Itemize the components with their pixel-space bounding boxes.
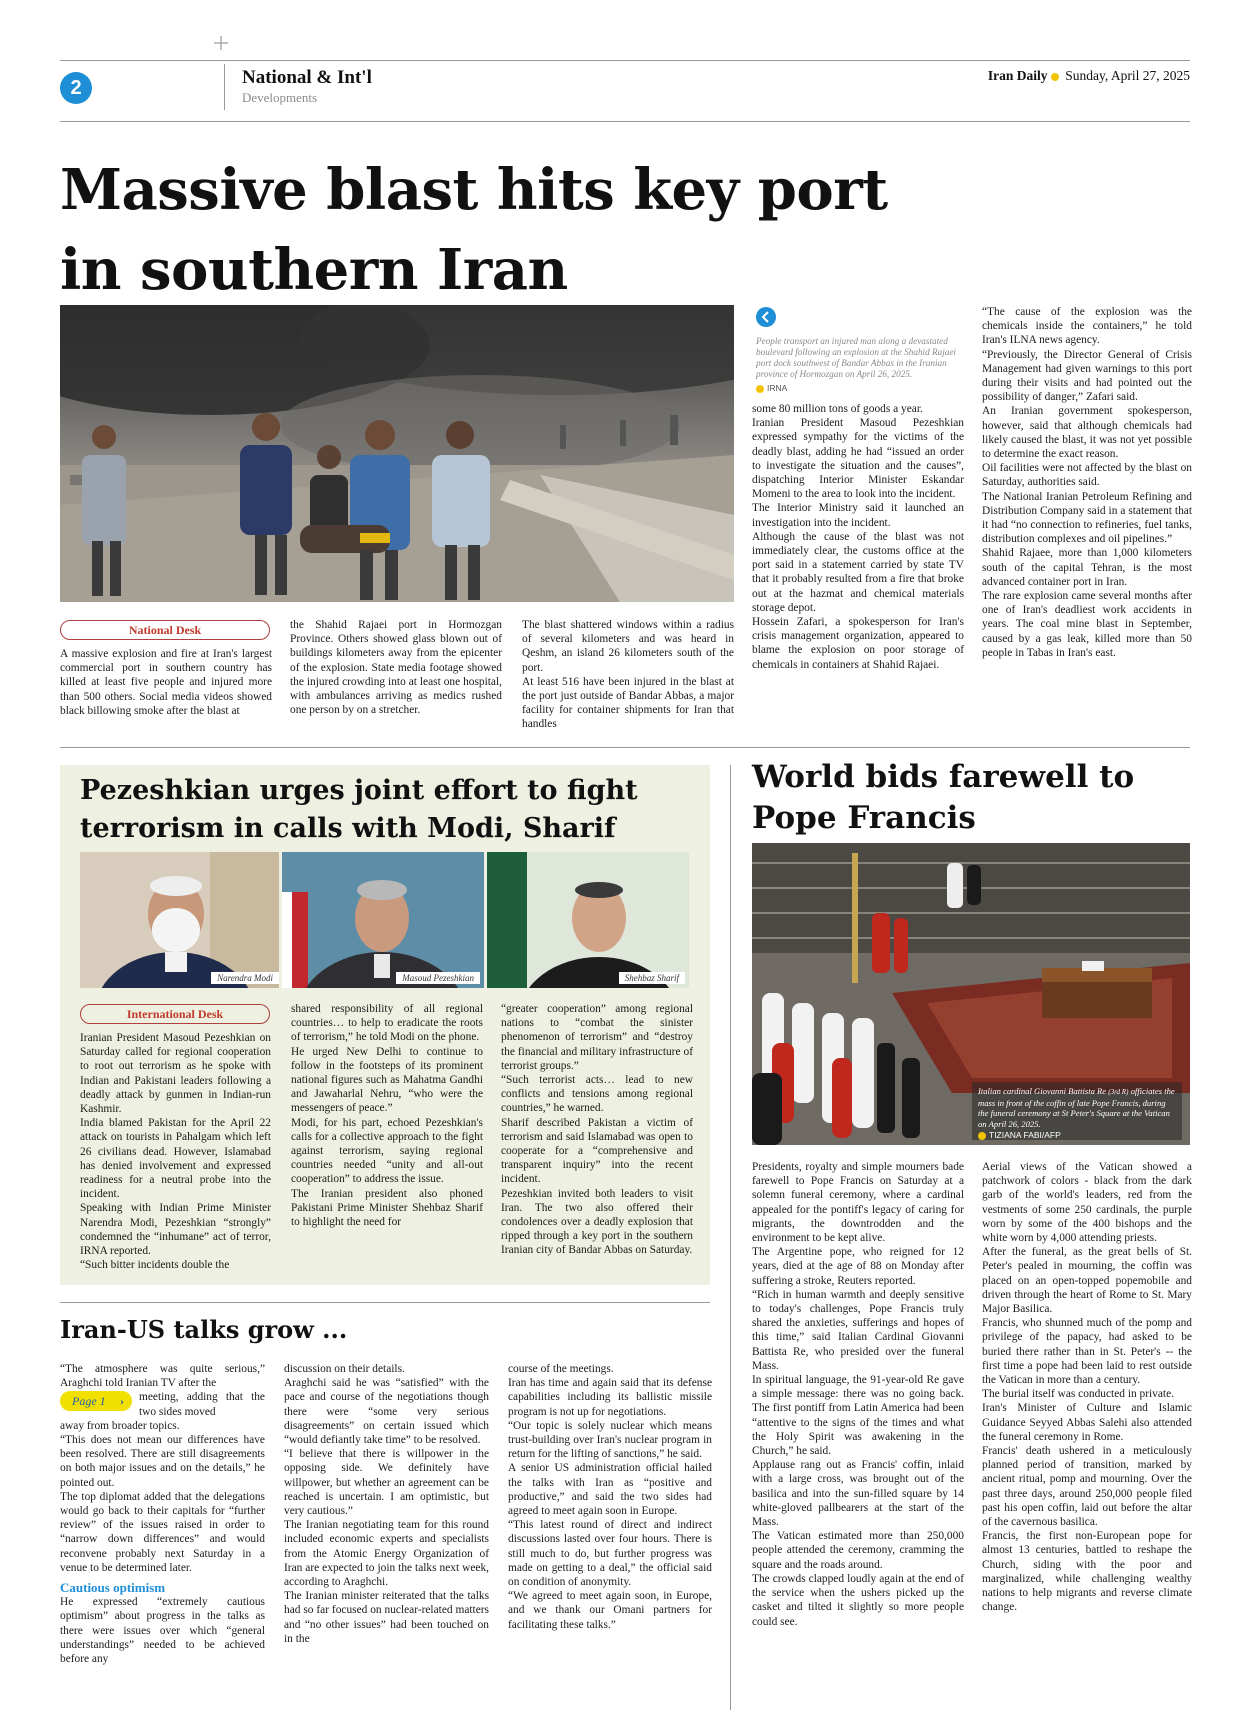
lead-headline bbox=[60, 150, 888, 310]
terror-paragraph: Sharif described Pakistan a victim of terrorism and said Islamabad was open to cooperate for a “comprehensive and transparent inquiry” into the recent incident. bbox=[501, 1116, 693, 1186]
pope-paragraph: The crowds clapped loudly again at the end of the service when the ushers picked up the casket and tilted it slightly so more people could see. bbox=[752, 1572, 964, 1628]
terror-column-1 bbox=[80, 1031, 271, 1272]
talks-paragraph-wrap: meeting, adding that the two sides moved bbox=[139, 1391, 265, 1418]
page-number-badge: 2 bbox=[60, 72, 92, 104]
name-tag-sharif: Shehbaz Sharif bbox=[619, 972, 685, 984]
lead-paragraph: Hossein Zafari, a spokesperson for Iran's crisis management organization, appeared to blame the explosion on poor storage of chemicals in containers at Shahid Rajaei. bbox=[752, 616, 964, 671]
talks-paragraph: “This latest round of direct and indirect discussions lasted over four hours. There is still much to do, but further progress was made on getting to a deal,” the official said on condition of anonymity. bbox=[508, 1519, 712, 1589]
pope-caption-box bbox=[972, 1082, 1182, 1140]
lead-column-2 bbox=[290, 618, 502, 717]
terror-paragraph: “Such bitter incidents double the bbox=[80, 1259, 230, 1272]
pope-paragraph: The Argentine pope, who reigned for 12 years, died at the age of 88 on Monday after suffering a stroke, Reuters reported. bbox=[752, 1246, 964, 1287]
talks-column-2 bbox=[284, 1362, 489, 1646]
pope-column-2 bbox=[982, 1160, 1192, 1615]
lead-paragraph: Although the cause of the blast was not immediately clear, the customs office at the port said in a statement carried by state TV that it probably resulted from a fire that broke out at the hazmat and chemical materials storage depot. bbox=[752, 530, 964, 614]
talks-paragraph: The top diplomat added that the delegations would go back to their capitals for “further review” of the issues raised in order to “narrow down differences” and would reconvene probably next Saturday in a venue to be determined later. bbox=[60, 1490, 265, 1574]
lead-photo-caption: People transport an injured man along a devastated boulevard following an explosion at the Shahid Rajaei port dock southwest of Bandar Abbas in the Iranian province of Hormozgan on April 26, 2025. bbox=[756, 336, 956, 379]
terror-paragraph: The Iranian president also phoned Pakistani Prime Minister Shehbaz Sharif to highlight the need for bbox=[291, 1187, 483, 1229]
talks-paragraph: “The atmosphere was quite serious,” Araghchi told Iranian TV after the bbox=[60, 1363, 265, 1390]
talks-paragraph: “Our topic is solely nuclear which means trust-building over Iran's nuclear program in return for the lifting of sanctions,” he said. bbox=[508, 1419, 712, 1461]
pope-paragraph: Francis' death ushered in a meticulously planned period of transition, marked by ancient ritual, pomp and mourning. Over the past three days, around 250,000 people filed past his open coffin, laid out before the altar of the cavernous basilica. bbox=[982, 1445, 1192, 1529]
pope-headline bbox=[752, 757, 1134, 839]
yellow-dot-icon bbox=[978, 1132, 986, 1140]
pope-paragraph: Presidents, royalty and simple mourners bade farewell to Pope Francis on Saturday at a solemn funeral ceremony, where a cardinal appealed for the pontiff's legacy of caring for migrants, the downtrodden and the environment to be kept alive. bbox=[752, 1161, 964, 1245]
yellow-dot-icon bbox=[756, 385, 764, 393]
masthead-bottom-rule bbox=[60, 121, 1190, 122]
lead-paragraph: The Interior Ministry said it launched an investigation into the incident. bbox=[752, 502, 964, 529]
caption-part: (3rd R) bbox=[1108, 1088, 1129, 1096]
lead-desk-label: National Desk bbox=[60, 620, 270, 640]
yellow-dot-icon bbox=[1051, 73, 1059, 81]
lead-headline-line2: in southern Iran bbox=[60, 237, 568, 303]
name-tag-pezeshkian: Masoud Pezeshkian bbox=[396, 972, 480, 984]
lead-paragraph: A massive explosion and fire at Iran's largest commercial port in southern country has killed at least five people and injured more than 500 others. Social media videos showed black billowing smoke after the blast at bbox=[60, 648, 272, 717]
talks-paragraph: The Iranian minister reiterated that the talks had so far focused on nuclear-related matters and “no other issues” had been touched on in the bbox=[284, 1590, 489, 1645]
terror-paragraph: “Such terrorist acts… lead to new conflicts and tensions among regional countries,” he warned. bbox=[501, 1074, 693, 1115]
pope-headline-line2: Pope Francis bbox=[752, 800, 976, 836]
pope-paragraph: Aerial views of the Vatican showed a patchwork of colors - black from the dark garb of the world's leaders, red from the vestments of some 250 cardinals, the purple worn by some of the 400 bishops and the white worn by 4,000 attending priests. bbox=[982, 1161, 1192, 1245]
caption-part: Italian cardinal Giovanni Battista Re bbox=[978, 1086, 1107, 1096]
terror-bottom-rule bbox=[60, 1302, 710, 1303]
talks-paragraph: discussion on their details. bbox=[284, 1363, 405, 1375]
photo-masoud-pezeshkian bbox=[282, 852, 484, 988]
paper-name: Iran Daily bbox=[987, 68, 1048, 83]
masthead-divider bbox=[224, 64, 225, 110]
pope-paragraph: In spiritual language, the 91-year-old Re gave a simple message: there was no going back. The first pontiff from Latin America had been “attentive to the signs of the times and what the Holy Spirit was awakening in the Church,” he said. bbox=[752, 1374, 964, 1458]
terror-paragraph: Modi, for his part, echoed Pezeshkian's calls for a collective approach to the fight against terrorism, saying regional countries needed “unity and all-out cooperation” to address the issue. bbox=[291, 1116, 483, 1186]
issue-date: Sunday, April 27, 2025 bbox=[1065, 68, 1190, 83]
talks-paragraph: The Iranian negotiating team for this round included economic experts and specialists from the Atomic Energy Organization of Iran are expected to join the talks next week, according to Araghchi. bbox=[284, 1519, 489, 1589]
photo-shehbaz-sharif bbox=[487, 852, 689, 988]
lead-column-3 bbox=[522, 618, 734, 732]
terror-paragraph: India blamed Pakistan for the April 22 attack on tourists in Pahalgam which left 26 civilians dead. However, Islamabad has denied involvement and expressed readiness for a neutral probe into the incident. bbox=[80, 1117, 271, 1201]
pope-headline-line1: World bids farewell to bbox=[752, 759, 1135, 795]
talks-paragraph: Araghchi said he was “satisfied” with the pace and course of the negotiations though there were “some very serious disagreements” on certain issued which “would defiantly take time” to be resolved. bbox=[284, 1377, 489, 1447]
pope-paragraph: Applause rang out as Francis' coffin, inlaid with a large cross, was brought out of the basilica and into the sun-filled square by 14 white-gloved pallbearers at the start of the Mass. bbox=[752, 1459, 964, 1529]
terror-paragraph: shared responsibility of all regional countries… to help to eradicate the roots of terrorism,” he told Modi on the phone. bbox=[291, 1003, 483, 1044]
talks-paragraph: course of the meetings. bbox=[508, 1363, 614, 1375]
talks-paragraph: away from broader topics. bbox=[60, 1419, 180, 1432]
lead-paragraph: Shahid Rajaee, more than 1,000 kilometers south of the capital Tehran, is the most advanced container port in Iran. bbox=[982, 547, 1192, 588]
terror-headline bbox=[80, 772, 638, 848]
lead-paragraph: some 80 million tons of goods a year. bbox=[752, 403, 923, 415]
lead-paragraph: An Iranian government spokesperson, however, said that although chemicals had likely caused the blast, it was not yet possible to determine the exact reason. bbox=[982, 405, 1192, 461]
talks-paragraph: Iran has time and again said that its defense capabilities including its ballistic missile program is not up for negotiations. bbox=[508, 1377, 712, 1418]
pope-paragraph: Iran's Minister of Culture and Islamic Guidance Seyyed Abbas Salehi also attended the funeral ceremony in Rome. bbox=[982, 1402, 1192, 1443]
lead-paragraph: The rare explosion came several months after one of Iran's deadliest work accidents in years. The coal mine blast in September, caused by a gas leak, killed more than 50 people in Tabas in Iran's east. bbox=[982, 590, 1192, 659]
lead-paragraph: At least 516 have been injured in the blast at the port just outside of Bandar Abbas, a major facility for container shipments for Iran that handles bbox=[522, 675, 734, 731]
pope-column-1 bbox=[752, 1160, 964, 1629]
lead-paragraph: The blast shattered windows within a radius of several kilometers and was heard in Qeshm, an island 26 kilometers south of the port. bbox=[522, 619, 734, 674]
lead-paragraph: “Previously, the Director General of Crisis Management had given warnings to this port during their visits and had pointed out the possibility of danger,” Zafari said. bbox=[982, 348, 1192, 404]
photo-narendra-modi bbox=[80, 852, 279, 988]
caption-back-arrow-button[interactable] bbox=[756, 307, 776, 327]
masthead-top-rule bbox=[60, 60, 1190, 61]
section-vertical-divider bbox=[730, 765, 731, 1710]
talks-column-3 bbox=[508, 1362, 712, 1632]
lead-headline-line1: Massive blast hits key port bbox=[60, 157, 888, 223]
page-1-label: Page 1 bbox=[72, 1394, 106, 1408]
lead-paragraph: “The cause of the explosion was the chemicals inside the containers,” he told Iran's ILNA news agency. bbox=[982, 306, 1192, 347]
terror-column-3 bbox=[501, 1002, 693, 1258]
chevron-right-icon: › bbox=[120, 1394, 124, 1408]
lead-paragraph: Iranian President Masoud Pezeshkian expressed sympathy for the victims of the deadly blast, adding he had “issued an order to investigate the situation and the causes”, dispatching Interior Minister Eskandar Momeni to the area to look into the incident. bbox=[752, 417, 964, 501]
terror-paragraph: He urged New Delhi to continue to follow in the footsteps of its prominent national figures such as Mahatma Gandhi and Jawaharlal Nehru, “who were the messengers of peace.” bbox=[291, 1045, 483, 1115]
talks-headline: Iran-US talks grow ... bbox=[60, 1315, 348, 1344]
pope-photo-credit bbox=[978, 1130, 1176, 1140]
pope-paragraph: Francis, the first non-European pope for almost 13 centuries, battled to reshape the Church, siding with the poor and marginalized, while challenging wealthy nations to help migrants and reverse climate change. bbox=[982, 1530, 1192, 1614]
terror-headline-line2: terrorism in calls with Modi, Sharif bbox=[80, 813, 616, 844]
lead-column-5 bbox=[982, 305, 1192, 660]
terror-headline-line1: Pezeshkian urges joint effort to fight bbox=[80, 775, 638, 806]
lead-paragraph: the Shahid Rajaei port in Hormozgan Province. Others showed glass blown out of buildings kilometers away from the epicenter of the explosion. State media footage showed the injured crowding into at least one hospital, with ambulances arriving as medics rushed one person by on a stretcher. bbox=[290, 619, 502, 717]
talks-paragraph: He expressed “extremely cautious optimism” about progress in the talks as there were issues over which “general understandings” needed to be achieved before any bbox=[60, 1596, 265, 1666]
section-title: National & Int'l bbox=[242, 67, 372, 88]
section-subtitle: Developments bbox=[242, 90, 318, 105]
talks-paragraph: “We agreed to meet again soon, in Europe, and we thank our Omani partners for facilitating these talks.” bbox=[508, 1590, 712, 1631]
chevron-left-icon bbox=[756, 307, 776, 327]
pope-paragraph: After the funeral, as the great bells of St. Peter's pealed in mourning, the coffin was placed on an open-topped popemobile and driven through the heart of Rome to St. Mary Major Basilica. bbox=[982, 1246, 1192, 1316]
lead-photo-credit bbox=[756, 383, 787, 393]
pope-caption bbox=[978, 1086, 1176, 1129]
name-tag-modi: Narendra Modi bbox=[211, 972, 279, 984]
talks-paragraph: “This does not mean our differences have been resolved. There are still disagreements on both major issues and on the details,” he pointed out. bbox=[60, 1434, 265, 1489]
terror-column-2 bbox=[291, 1002, 483, 1229]
terror-paragraph: Speaking with Indian Prime Minister Narendra Modi, Pezeshkian “strongly” condemned the “inhumane” act of terror, IRNA reported. bbox=[80, 1202, 271, 1258]
paper-date-line bbox=[988, 68, 1190, 84]
lead-column-1 bbox=[60, 647, 272, 718]
pope-paragraph: The burial itself was conducted in private. bbox=[982, 1388, 1174, 1401]
terror-paragraph: “greater cooperation” among regional nations to “combat the sinister phenomenon of terrorism” and “destroy the financial and military infrastructure of terrorist groups.” bbox=[501, 1003, 693, 1072]
lead-paragraph: The National Iranian Petroleum Refining and Distribution Company said in a statement that it had “no connection to refineries, fuel tanks, distribution complexes and oil pipelines.” bbox=[982, 490, 1192, 546]
lead-photo-port-explosion bbox=[60, 305, 734, 602]
lead-bottom-rule bbox=[60, 747, 1190, 748]
talks-paragraph: “I believe that there is willpower in the opposing side. We definitely have willpower, but whether an agreement can be reached is uncertain. I am optimistic, but very cautious.” bbox=[284, 1448, 489, 1518]
lead-paragraph: Oil facilities were not affected by the blast on Saturday, authorities said. bbox=[982, 462, 1192, 489]
pope-paragraph: “Rich in human warmth and deeply sensitive to today's challenges, Pope Francis truly shared the anxieties, sufferings and hopes of this time,” said Italian Cardinal Giovanni Battista Re, who presided over the funeral Mass. bbox=[752, 1288, 964, 1372]
lead-column-4 bbox=[752, 402, 964, 672]
page-1-jump-button[interactable] bbox=[60, 1391, 132, 1411]
talks-paragraph: A senior US administration official hailed the talks with Iran as “positive and productive,” and said the two sides had agreed to meet again soon in Europe. bbox=[508, 1462, 712, 1518]
pope-funeral-photo bbox=[752, 843, 1190, 1145]
terror-paragraph: Pezeshkian invited both leaders to visit Iran. The two also offered their condolences over a deadly explosion that ripped through a key port in the southern Iranian city of Bandar Abbas on Saturday. bbox=[501, 1187, 693, 1257]
pope-paragraph: The Vatican estimated more than 250,000 people attended the ceremony, cramming the square and the roads around. bbox=[752, 1530, 964, 1571]
talks-subhead: Cautious optimism bbox=[60, 1580, 166, 1596]
caption-part: officiates the mass in front of the coffin of late Pope Francis, during the funeral ceremony at St Peter's Square at the Vatican on April 26, 2025. bbox=[978, 1086, 1175, 1129]
credit-text: IRNA bbox=[767, 383, 788, 393]
pope-paragraph: Francis, who shunned much of the pomp and privilege of the papacy, had asked to be buried there rather than in St. Peter's -- the first time a pope had been laid to rest outside the Vatican in more than a century. bbox=[982, 1317, 1192, 1387]
terror-paragraph: Iranian President Masoud Pezeshkian on Saturday called for regional cooperation to root out terrorism as he spoke with Indian and Pakistani leaders following a deadly attack by gunmen in Indian-run Kashmir. bbox=[80, 1032, 271, 1116]
terror-desk-label: International Desk bbox=[80, 1004, 270, 1024]
plus-mark-icon bbox=[214, 35, 228, 49]
credit-text: TIZIANA FABI/AFP bbox=[989, 1130, 1061, 1140]
